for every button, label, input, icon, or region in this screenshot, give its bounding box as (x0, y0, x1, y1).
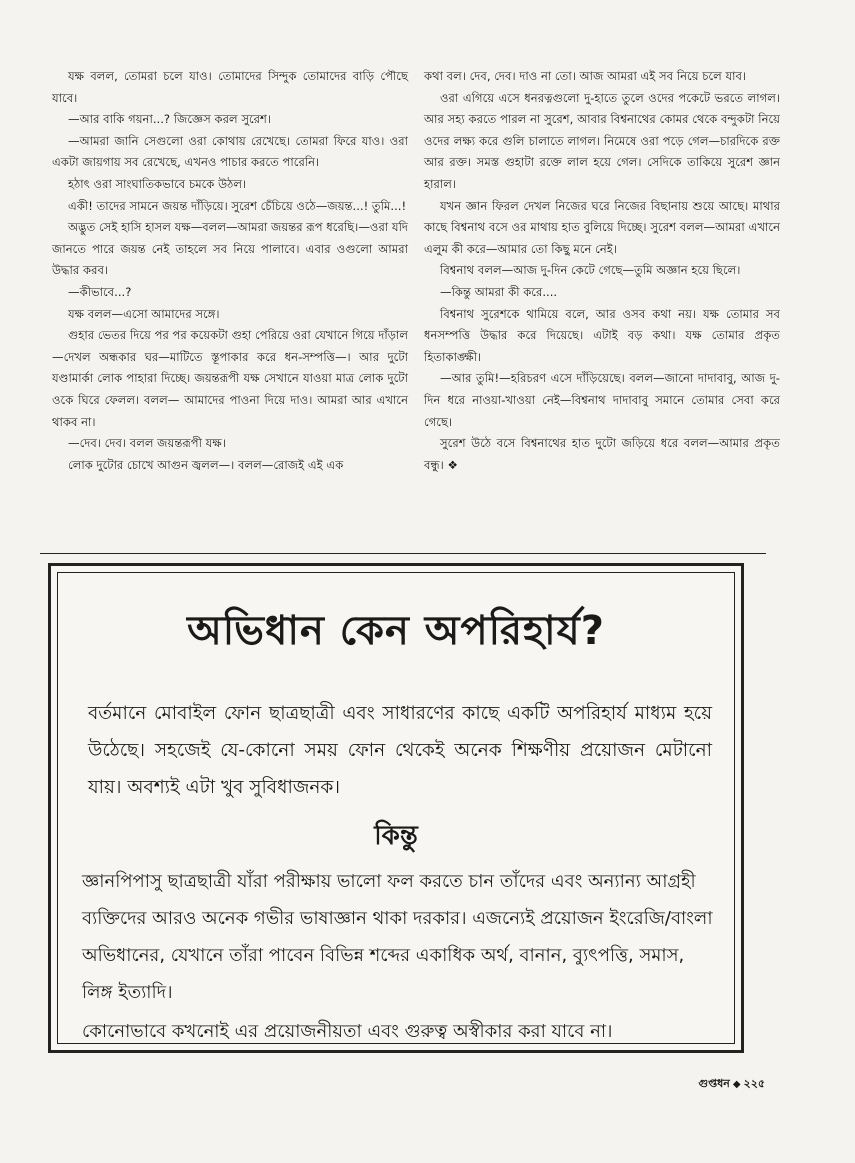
story-paragraph: হঠাৎ ওরা সাংঘাতিকভাবে চমকে উঠল। (68, 176, 247, 191)
story-paragraph: অদ্ভুত সেই হাসি হাসল যক্ষ—বলল—আমরা জয়ন্তর রূপ ধরেছি।—ওরা যদি জানতে পারে জয়ন্ত নেই তাহলে সব নিয়ে পালাবে। এবার ওগুলো আমরা উদ্ধার করব। (52, 220, 408, 278)
story-paragraph: —কীভাবে...? (68, 284, 132, 299)
story-paragraph: —দেব। দেব। বলল জয়ন্তরূপী যক্ষ। (68, 436, 226, 451)
story-paragraph: —আমরা জানি সেগুলো ওরা কোথায় রেখেছে। তোমরা ফিরে যাও। ওরা একটা জায়গায় সব রেখেছে, এখনও পাচার করতে পারেনি। (52, 133, 408, 170)
story-paragraph: যখন জ্ঞান ফিরল দেখল নিজের ঘরে নিজের বিছানায় শুয়ে আছে। মাথার কাছে বিশ্বনাথ বসে ওর মাথায় হাত বুলিয়ে দিচ্ছে। সুরেশ বলল—আমরা এখানে এলুম কী করে—আমার তো কিছু মনে নেই। (424, 198, 780, 256)
story-paragraph: —আর বাকি গয়না...? জিজ্ঞেস করল সুরেশ। (68, 112, 272, 127)
advertisement-box (48, 563, 744, 1053)
story-paragraph: গুহার ভেতর দিয়ে পর পর কয়েকটা গুহা পেরিয়ে ওরা যেখানে গিয়ে দাঁড়াল—দেখল অন্ধকার ঘর—মাটিতে স্তূপাকার করে ধন-সম্পত্তি—। আর দুটো যণ্ডামার্কা লোক পাহারা দিচ্ছে। জয়ন্তরূপী যক্ষ সেখানে যাওয়া মাত্র লোক দুটো ওকে ঘিরে ফেলল। বলল— আমাদের পাওনা দিয়ে দাও। আমরা আর এখানে থাকব না। (52, 328, 408, 429)
story-right-column (424, 66, 780, 544)
ad-paragraph-2: জ্ঞানপিপাসু ছাত্রছাত্রী যাঁরা পরীক্ষায় ভালো ফল করতে চান তাঁদের এবং অন্যান্য আগ্রহী ব্যক্তিদের আরও অনেক গভীর ভাষাজ্ঞান থাকা দরকার। এজন্যেই প্রয়োজন ইংরেজি/বাংলা অভিধানের, যেখানে তাঁরা পাবেন বিভিন্ন শব্দের একাধিক অর্থ, বানান, ব্যুৎপত্তি, সমাস, লিঙ্গ ইত্যাদি। (82, 871, 713, 1003)
story-left-column (52, 66, 408, 544)
ad-title: অভিধান কেন অপরিহার্য? (187, 608, 605, 654)
page-footer (698, 1075, 765, 1094)
ad-but-heading: কিন্তু (374, 821, 418, 851)
ad-body (82, 863, 714, 1050)
story-paragraph: ওরা এগিয়ে এসে ধনরত্নগুলো দু-হাতে তুলে ওদের পকেটে ভরতে লাগল। আর সহ্য করতে পারল না সুরেশ, আবার বিশ্বনাথের কোমর থেকে বন্দুকটা নিয়ে ওদের লক্ষ্য করে গুলি চালাতে লাগল। নিমেষে ওরা পড়ে গেল—চারদিকে রক্ত আর রক্ত। সমস্ত গুহাটা রক্তে লাল হয়ে গেল। সেদিকে তাকিয়ে সুরেশ জ্ঞান হারাল। (424, 90, 780, 191)
story-paragraph: লোক দুটোর চোখে আগুন জ্বলল—। বলল—রোজই এই এক (68, 457, 344, 472)
diamond-icon: ◆ (732, 1079, 741, 1090)
story-paragraph: যক্ষ বলল, তোমরা চলে যাও। তোমাদের সিন্দুক তোমাদের বাড়ি পৌছে যাবে। (52, 69, 408, 105)
story-paragraph: —আর তুমি!—হরিচরণ এসে দাঁড়িয়েছে। বলল—জানো দাদাবাবু, আজ দু-দিন ধরে নাওয়া-খাওয়া নেই—বিশ্বনাথ দাদাবাবু সমানে তোমার সেবা করে গেছে। (424, 371, 780, 429)
story-paragraph: সুরেশ উঠে বসে বিশ্বনাথের হাত দুটো জড়িয়ে ধরে বলল—আমার প্রকৃত বন্ধু। ❖ (424, 436, 780, 472)
story-paragraph: বিশ্বনাথ বলল—আজ দু-দিন কেটে গেছে—তুমি অজ্ঞান হয়ে ছিলে। (440, 263, 741, 278)
ad-paragraph-1: বর্তমানে মোবাইল ফোন ছাত্রছাত্রী এবং সাধারণের কাছে একটি অপরিহার্য মাধ্যম হয়ে উঠেছে। সহজেই যে-কোনো সময় ফোন থেকেই অনেক শিক্ষণীয় প্রয়োজন মেটানো যায়। অবশ্যই এটা খুব সুবিধাজনক। (88, 703, 712, 798)
story-paragraph: একী! তাদের সামনে জয়ন্ত দাঁড়িয়ে। সুরেশ চেঁচিয়ে ওঠে—জয়ন্ত...! তুমি...! (68, 198, 407, 213)
magazine-name: গুপ্তধন (698, 1077, 730, 1090)
page-number: ২২৫ (743, 1077, 765, 1090)
story-paragraph: —কিন্তু আমরা কী করে.... (440, 284, 558, 299)
story-paragraph: যক্ষ বলল—এসো আমাদের সঙ্গে। (68, 306, 220, 321)
section-divider (40, 553, 766, 554)
ad-paragraph-3: কোনোভাবে কখনোই এর প্রয়োজনীয়তা এবং গুরুত্ব অস্বীকার করা যাবে না। (82, 1021, 613, 1042)
story-text (52, 66, 780, 544)
advertisement-inner-border (57, 572, 735, 1044)
story-paragraph: কথা বল। দেব, দেব। দাও না তো। আজ আমরা এই সব নিয়ে চলে যাব। (424, 69, 747, 83)
story-paragraph: বিশ্বনাথ সুরেশকে থামিয়ে বলে, আর ওসব কথা নয়। যক্ষ তোমার সব ধনসম্পত্তি উদ্ধার করে দিয়েছে। এটাই বড় কথা। যক্ষ তোমার প্রকৃত হিতাকাঙ্ক্ষী। (424, 306, 780, 364)
